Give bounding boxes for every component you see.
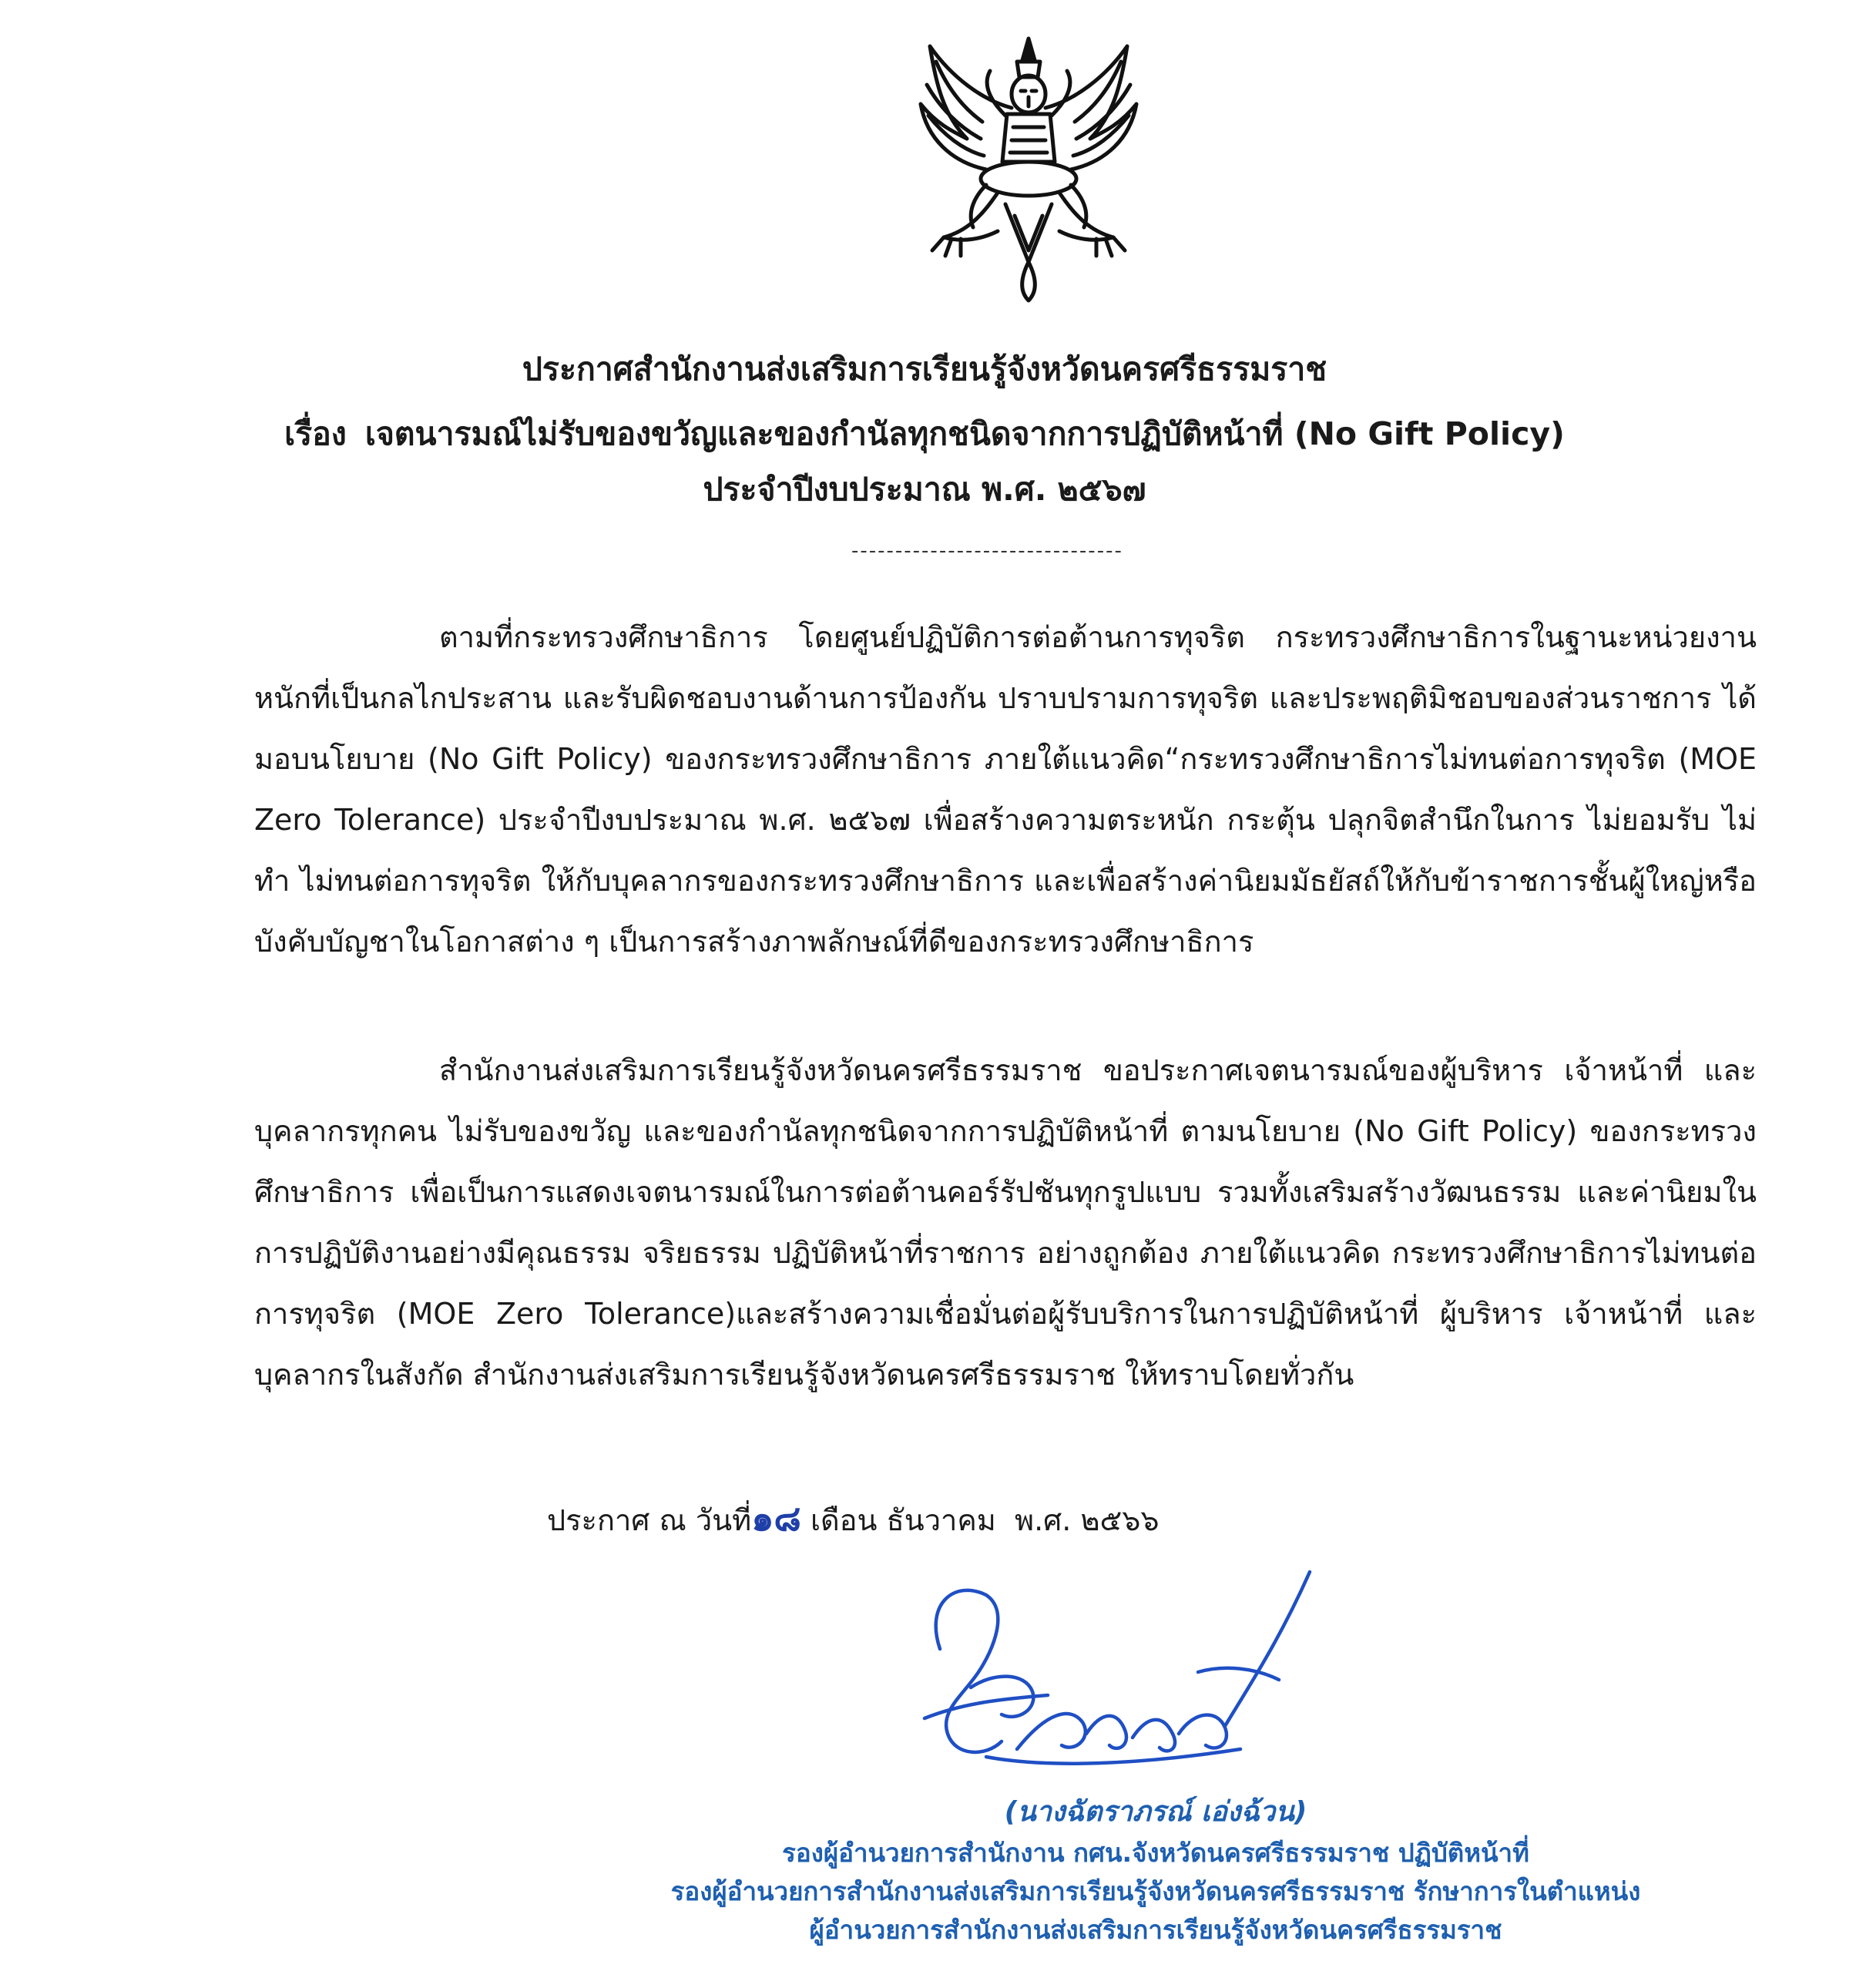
signatory-position-3: ผู้อำนวยการสำนักงานส่งเสริมการเรียนรู้จังหวัดนครศรีธรรมราช: [809, 1915, 1502, 1945]
garuda-emblem-icon: [890, 31, 1167, 308]
fiscal-year-line: ประจำปีงบประมาณ พ.ศ. ๒๕๖๗: [703, 471, 1146, 508]
dateline-month-label: เดือน: [810, 1503, 878, 1537]
announcement-dateline: [547, 1495, 1160, 1543]
dateline-month: ธันวาคม: [886, 1503, 996, 1537]
dateline-prefix: ประกาศ ณ วันที่: [547, 1503, 752, 1537]
dateline-year: พ.ศ. ๒๕๖๖: [1015, 1503, 1160, 1537]
body-paragraph-1: ตามที่กระทรวงศึกษาธิการ โดยศูนย์ปฏิบัติการต่อต้านการทุจริต กระทรวงศึกษาธิการในฐานะหน่วยงานหนักที่เป็นกลไกประสาน และรับผิดชอบงานด้านการป้องกัน ปราบปรามการทุจริต และประพฤติมิชอบของส่วนราชการ ได้มอบนโยบาย (No Gift Policy) ของกระทรวงศึกษาธิการ ภายใต้แนวคิด“กระทรวงศึกษาธิการไม่ทนต่อการทุจริต (MOE Zero Tolerance) ประจำปีงบประมาณ พ.ศ. ๒๕๖๗ เพื่อสร้างความตระหนัก กระตุ้น ปลุกจิตสำนึกในการ ไม่ยอมรับ ไม่ทำ ไม่ทนต่อการทุจริต ให้กับบุคลากรของกระทรวงศึกษาธิการ และเพื่อสร้างค่านิยมมัธยัสถ์ให้กับข้าราชการชั้นผู้ใหญ่หรือบังคับบัญชาในโอกาสต่าง ๆ เป็นการสร้างภาพลักษณ์ที่ดีของกระทรวงศึกษาธิการ: [254, 620, 1757, 959]
announcement-title: ประกาศสำนักงานส่งเสริมการเรียนรู้จังหวัดนครศรีธรรมราช: [522, 351, 1327, 388]
subject-text: เจตนารมณ์ไม่รับของขวัญและของกำนัลทุกชนิดจากการปฏิบัติหน้าที่ (No Gift Policy): [364, 415, 1565, 452]
announcement-subject: [231, 416, 1618, 452]
dateline-day: ๑๘: [751, 1497, 801, 1539]
signatory-name: (นางฉัตราภรณ์ เอ่งฉ้วน): [1004, 1796, 1307, 1828]
signatory-position-1: รองผู้อำนวยการสำนักงาน กศน.จังหวัดนครศรีธรรมราช ปฏิบัติหน้าที่: [782, 1838, 1529, 1868]
body-paragraph-2: สำนักงานส่งเสริมการเรียนรู้จังหวัดนครศรีธรรมราช ขอประกาศเจตนารมณ์ของผู้บริหาร เจ้าหน้าที่ และบุคลากรทุกคน ไม่รับของขวัญ และของกำนัลทุกชนิดจากการปฏิบัติหน้าที่ ตามนโยบาย (No Gift Policy) ของกระทรวงศึกษาธิการ เพื่อเป็นการแสดงเจตนารมณ์ในการต่อต้านคอร์รัปชันทุกรูปแบบ รวมทั้งเสริมสร้างวัฒนธรรม และค่านิยมในการปฏิบัติงานอย่างมีคุณธรรม จริยธรรม ปฏิบัติหน้าที่ราชการ อย่างถูกต้อง ภายใต้แนวคิด กระทรวงศึกษาธิการไม่ทนต่อการทุจริต (MOE Zero Tolerance)และสร้างความเชื่อมั่นต่อผู้รับบริการในการปฏิบัติหน้าที่ ผู้บริหาร เจ้าหน้าที่ และบุคลากรในสังกัด สำนักงานส่งเสริมการเรียนรู้จังหวัดนครศรีธรรมราช ให้ทราบโดยทั่วกัน: [254, 1053, 1757, 1392]
handwritten-signature: [894, 1556, 1325, 1788]
heading-divider: -------------------------------: [851, 539, 1123, 562]
signatory-position-2: รองผู้อำนวยการสำนักงานส่งเสริมการเรียนรู้จังหวัดนครศรีธรรมราช รักษาการในตำแหน่ง: [670, 1876, 1641, 1906]
subject-label: เรื่อง: [284, 415, 347, 452]
